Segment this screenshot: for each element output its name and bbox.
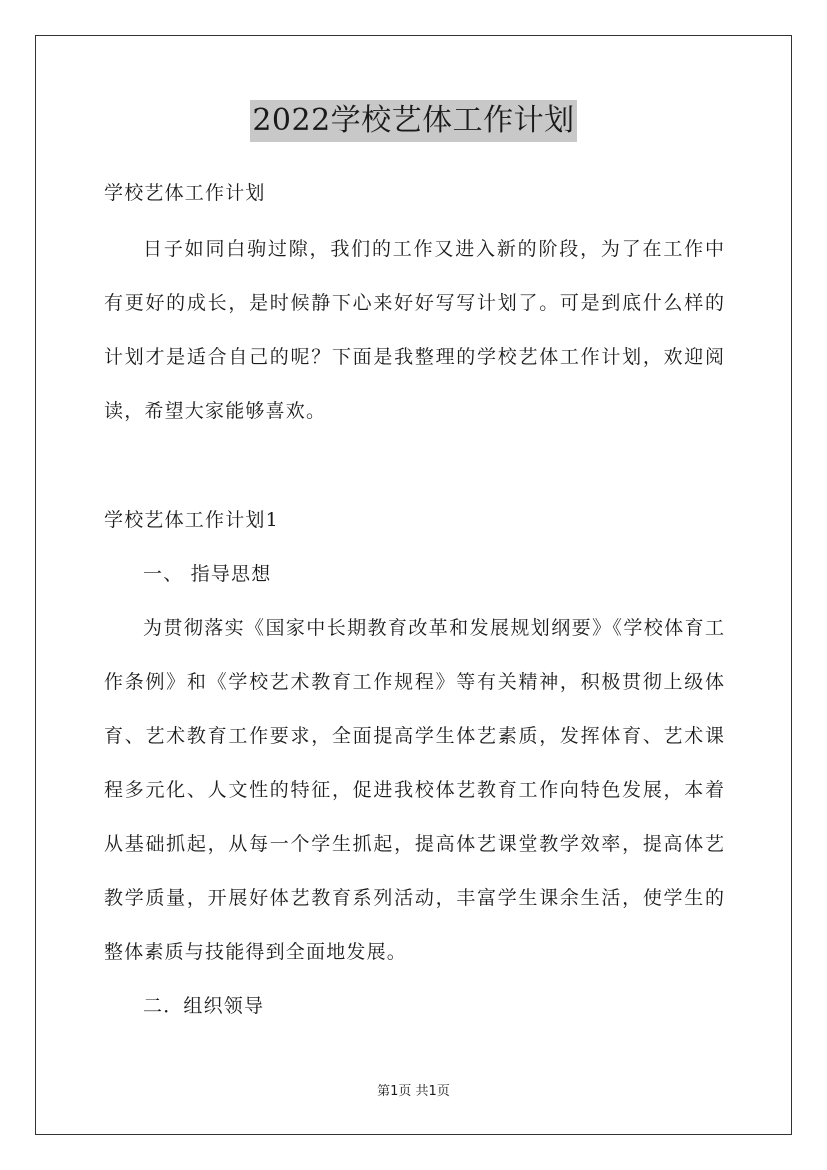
body-line: 从基础抓起，从每一个学生抓起，提高体艺课堂教学效率，提高体艺	[104, 833, 724, 855]
body-line: 作条例》和《学校艺术教育工作规程》等有关精神，积极贯彻上级体	[104, 671, 724, 693]
intro-line: 有更好的成长，是时候静下心来好好写写计划了。可是到底什么样的	[104, 292, 724, 314]
page-footer: 第1页 共1页	[377, 1084, 450, 1099]
intro-line: 读，希望大家能够喜欢。	[104, 400, 327, 422]
intro-line: 日子如同白驹过隙，我们的工作又进入新的阶段，为了在工作中	[143, 238, 724, 260]
heading-guiding-ideology: 一、 指导思想	[143, 563, 272, 585]
document-subtitle: 学校艺体工作计划	[104, 182, 266, 204]
section-title: 学校艺体工作计划1	[104, 509, 279, 531]
body-line: 程多元化、人文性的特征，促进我校体艺教育工作向特色发展，本着	[104, 779, 724, 801]
intro-line: 计划才是适合自己的呢？下面是我整理的学校艺体工作计划，欢迎阅	[104, 346, 724, 368]
body-line: 整体素质与技能得到全面地发展。	[104, 941, 408, 963]
body-line: 为贯彻落实《国家中长期教育改革和发展规划纲要》《学校体育工	[143, 617, 724, 639]
heading-organization: 二．组织领导	[143, 995, 265, 1017]
body-line: 育、艺术教育工作要求，全面提高学生体艺素质，发挥体育、艺术课	[104, 725, 724, 747]
document-title: 2022学校艺体工作计划	[250, 100, 576, 142]
title-container	[0, 100, 827, 142]
body-line: 教学质量，开展好体艺教育系列活动，丰富学生课余生活，使学生的	[104, 887, 724, 909]
